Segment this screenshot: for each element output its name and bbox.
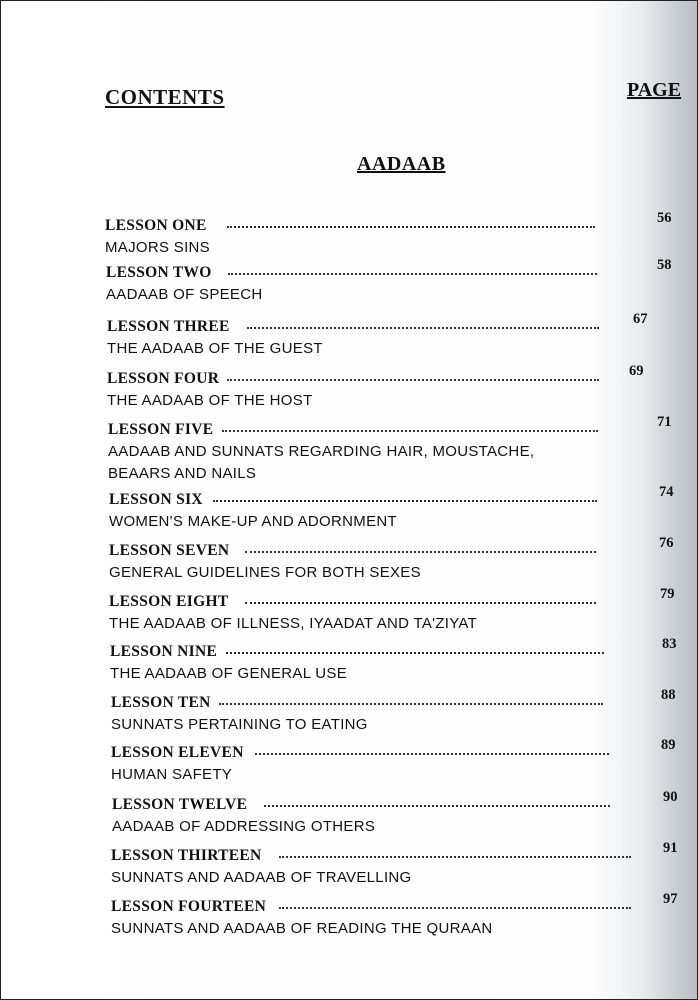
lesson-title: LESSON THIRTEEN <box>111 847 262 864</box>
description-line: MAJORS SINS <box>105 239 210 256</box>
page-number: 83 <box>662 636 677 652</box>
toc-entry <box>109 535 689 586</box>
lesson-description <box>112 816 375 838</box>
lesson-description <box>109 562 421 584</box>
description-line: WOMEN'S MAKE-UP AND ADORNMENT <box>109 513 397 530</box>
toc-entry <box>109 586 690 637</box>
lesson-title: LESSON TWELVE <box>112 796 248 813</box>
dot-leader <box>247 327 599 329</box>
page-number: 76 <box>659 535 674 551</box>
dot-leader <box>279 856 631 858</box>
page-number: 58 <box>657 257 672 273</box>
page-number: 67 <box>633 311 648 327</box>
page-number: 69 <box>629 363 644 379</box>
lesson-description <box>111 867 412 889</box>
lesson-title: LESSON ELEVEN <box>111 744 244 761</box>
lesson-title: LESSON EIGHT <box>109 593 229 610</box>
description-line: THE AADAAB OF THE HOST <box>107 392 313 409</box>
page-number: 56 <box>657 210 672 226</box>
lesson-title: LESSON THREE <box>107 318 230 335</box>
lesson-description <box>109 613 477 635</box>
section-title: AADAAB <box>357 153 446 175</box>
lesson-description <box>106 284 263 306</box>
toc-entry <box>112 789 693 840</box>
description-line: THE AADAAB OF GENERAL USE <box>110 665 348 682</box>
lesson-title: LESSON TEN <box>111 694 211 711</box>
description-line: AADAAB AND SUNNATS REGARDING HAIR, MOUSTACHE, <box>108 443 535 460</box>
lesson-title: LESSON SIX <box>109 491 203 508</box>
lesson-description <box>107 338 323 360</box>
toc-entry <box>105 210 687 261</box>
page-number: 90 <box>663 789 678 805</box>
description-line: SUNNATS AND AADAAB OF READING THE QURAAN <box>111 920 493 937</box>
toc-entry <box>107 311 663 362</box>
dot-leader <box>219 703 603 705</box>
page-number: 88 <box>661 687 676 703</box>
lesson-description <box>108 441 534 485</box>
lesson-description <box>109 511 397 533</box>
lesson-title: LESSON ONE <box>105 217 207 234</box>
description-line: SUNNATS AND AADAAB OF TRAVELLING <box>111 869 412 886</box>
lesson-title: LESSON NINE <box>110 643 218 660</box>
toc-entry <box>108 414 687 482</box>
toc-entry <box>111 891 693 942</box>
toc-entry <box>111 737 691 788</box>
lesson-title: LESSON FIVE <box>108 421 214 438</box>
page-number: 79 <box>660 586 675 602</box>
toc-entry <box>110 636 692 687</box>
toc-entry <box>106 257 687 308</box>
lesson-description <box>107 390 313 412</box>
description-line: THE AADAAB OF THE GUEST <box>107 340 323 357</box>
description-line: AADAAB OF ADDRESSING OTHERS <box>112 818 376 835</box>
dot-leader <box>227 226 595 228</box>
dot-leader <box>222 430 598 432</box>
lesson-description <box>105 237 210 259</box>
dot-leader <box>226 652 604 654</box>
dot-leader <box>245 551 596 553</box>
dot-leader <box>279 907 631 909</box>
dot-leader <box>255 753 609 755</box>
page-number: 91 <box>663 840 678 856</box>
dot-leader <box>227 379 599 381</box>
lesson-description <box>111 918 493 940</box>
description-line: GENERAL GUIDELINES FOR BOTH SEXES <box>109 564 421 581</box>
contents-heading: CONTENTS <box>105 85 225 109</box>
lesson-description <box>110 663 347 685</box>
description-line: BEAARS AND NAILS <box>108 465 257 482</box>
lesson-description <box>111 764 232 786</box>
lesson-description <box>111 714 368 736</box>
lesson-title: LESSON SEVEN <box>109 542 230 559</box>
description-line: THE AADAAB OF ILLNESS, IYAADAT AND TA'ZIYAT <box>109 615 478 632</box>
description-line: AADAAB OF SPEECH <box>106 286 263 303</box>
toc-entry <box>111 687 691 738</box>
description-line: SUNNATS PERTAINING TO EATING <box>111 716 368 733</box>
toc-entry <box>107 363 659 414</box>
page-number: 97 <box>663 891 678 907</box>
toc-entry <box>109 484 689 535</box>
page-column-heading: PAGE <box>627 79 682 101</box>
page-number: 74 <box>659 484 674 500</box>
page-number: 71 <box>657 414 672 430</box>
dot-leader <box>245 602 596 604</box>
toc-entry <box>111 840 693 891</box>
dot-leader <box>213 500 597 502</box>
dot-leader <box>264 805 610 807</box>
table-of-contents <box>1 1 698 1000</box>
dot-leader <box>228 273 597 275</box>
page-number: 89 <box>661 737 676 753</box>
description-line: HUMAN SAFETY <box>111 766 233 783</box>
lesson-title: LESSON FOURTEEN <box>111 898 267 915</box>
lesson-title: LESSON FOUR <box>107 370 220 387</box>
lesson-title: LESSON TWO <box>106 264 212 281</box>
